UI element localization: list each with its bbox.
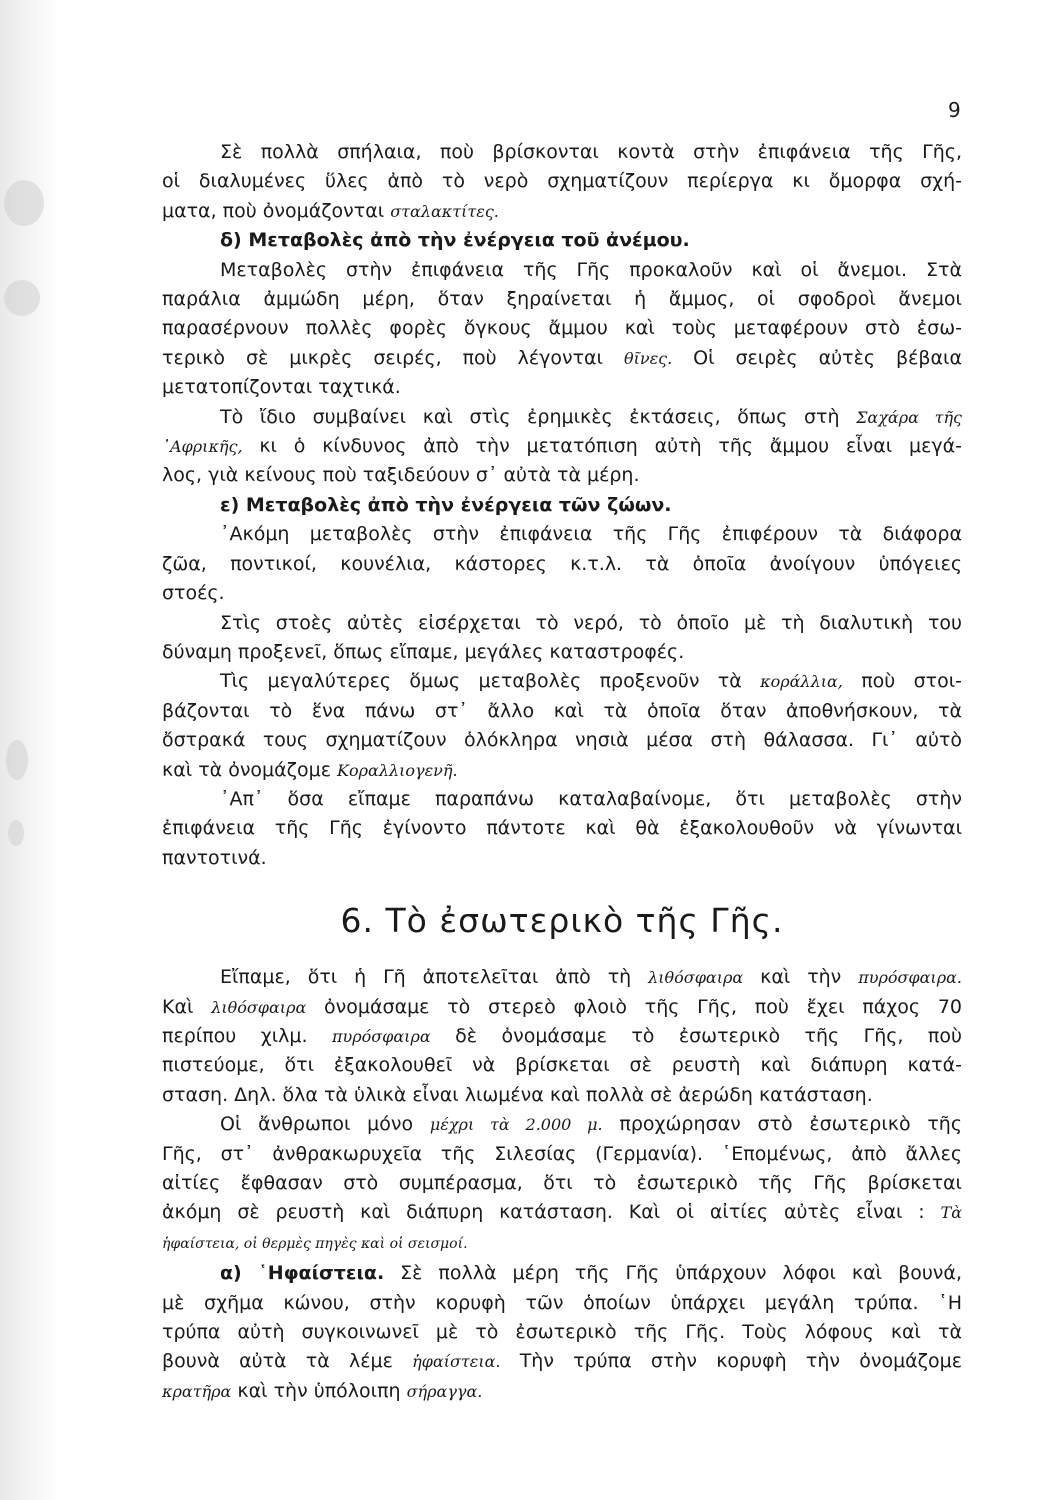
- text-line: παράλια ἀμμώδη μέρη, ὅταν ξηραίνεται ἡ ἄμμος, οἱ σφοδροὶ ἄνεμοι: [162, 288, 962, 311]
- text-line: Γῆς, στ᾿ ἀνθρακωρυχεῖα τῆς Σιλεσίας (Γερμανία). ῾Επομένως, ἀπὸ ἄλλες: [162, 1142, 962, 1165]
- text-line: κρατῆρα καὶ τὴν ὑπόλοιπη σήραγγα.: [162, 1379, 483, 1402]
- section-heading-e: ε) Μεταβολὲς ἀπὸ τὴν ἐνέργεια τῶν ζώων.: [220, 493, 672, 516]
- scan-spot: [8, 820, 24, 846]
- text-line: παντοτινά.: [162, 846, 267, 869]
- text-line: Τὸ ἴδιο συμβαίνει καὶ στὶς ἐρημικὲς ἐκτάσεις, ὅπως στὴ Σαχάρα τῆς: [220, 405, 962, 428]
- text-line: ματα, ποὺ ὀνομάζονται σταλακτίτες.: [162, 199, 499, 222]
- text-line: Στὶς στοὲς αὐτὲς εἰσέρχεται τὸ νερό, τὸ ὁποῖο μὲ τὴ διαλυτικὴ του: [220, 611, 962, 634]
- section-title: 6. Τὸ ἐσωτερικὸ τῆς Γῆς.: [340, 901, 784, 941]
- scan-spot: [4, 280, 40, 316]
- text-line: Σὲ πολλὰ σπήλαια, ποὺ βρίσκονται κοντὰ στὴν ἐπιφάνεια τῆς Γῆς,: [220, 141, 962, 163]
- text-line: περίπου χιλμ. πυρόσφαιρα δὲ ὀνομάσαμε τὸ ἐσωτερικὸ τῆς Γῆς, ποὺ: [162, 1024, 962, 1047]
- section-heading-d: δ) Μεταβολὲς ἀπὸ τὴν ἐνέργεια τοῦ ἀνέμου.: [220, 229, 690, 252]
- text-line: πιστεύομε, ὅτι ἐξακολουθεῖ νὰ βρίσκεται σὲ ρευστὴ καὶ διάπυρη κατά-: [162, 1054, 962, 1077]
- text-line: ἀκόμη σὲ ρευστὴ καὶ διάπυρη κατάσταση. Καὶ οἱ αἰτίες αὐτὲς εἶναι : Τὰ: [162, 1201, 962, 1224]
- text-line: στοές.: [162, 582, 225, 605]
- text-line: οἱ διαλυμένες ὕλες ἀπὸ τὸ νερὸ σχηματίζουν περίεργα κι ὄμορφα σχή-: [162, 170, 962, 193]
- text-line: βάζονται τὸ ἕνα πάνω στ᾿ ἄλλο καὶ τὰ ὁποῖα ὅταν ἀποθνήσκουν, τὰ: [162, 699, 962, 722]
- text-line: λος, γιὰ κείνους ποὺ ταξιδεύουν σ᾿ αὐτὰ τὰ μέρη.: [162, 464, 640, 487]
- text-line: Καὶ λιθόσφαιρα ὀνομάσαμε τὸ στερεὸ φλοιὸ τῆς Γῆς, ποὺ ἔχει πάχος 70: [162, 995, 962, 1018]
- text-line: Τὶς μεγαλύτερες ὅμως μεταβολὲς προξενοῦν τὰ κοράλλια, ποὺ στοι-: [220, 670, 962, 693]
- text-line: μὲ σχῆμα κώνου, στὴν κορυφὴ τῶν ὁποίων ὑπάρχει μεγάλη τρύπα. ῾Η: [162, 1291, 962, 1314]
- page-number: 9: [948, 98, 961, 122]
- text-line: καὶ τὰ ὀνομάζομε Κοραλλιογενῆ.: [162, 758, 458, 781]
- text-line: ὄστρακά τους σχηματίζουν ὁλόκληρα νησιὰ μέσα στὴ θάλασσα. Γι᾿ αὐτὸ: [162, 729, 962, 752]
- text-line: ἐπιφάνεια τῆς Γῆς ἐγίνοντο πάντοτε καὶ θὰ ἐξακολουθοῦν νὰ γίνωνται: [162, 817, 962, 840]
- text-line: σταση. Δηλ. ὅλα τὰ ὑλικὰ εἶναι λιωμένα καὶ πολλὰ σὲ ἀερώδη κατάσταση.: [162, 1083, 873, 1106]
- text-line: Μεταβολὲς στὴν ἐπιφάνεια τῆς Γῆς προκαλοῦν καὶ οἱ ἄνεμοι. Στὰ: [220, 258, 962, 281]
- text-line: δύναμη προξενεῖ, ὅπως εἴπαμε, μεγάλες καταστροφές.: [162, 640, 685, 663]
- text-line: ᾿Αφρικῆς, κι ὁ κίνδυνος ἀπὸ τὴν μετατόπιση αὐτὴ τῆς ἄμμου εἶναι μεγά-: [162, 435, 962, 458]
- text-line: ζῶα, ποντικοί, κουνέλια, κάστορες κ.τ.λ. τὰ ὁποῖα ἀνοίγουν ὑπόγειες: [162, 552, 962, 575]
- text-line: Εἴπαμε, ὅτι ἡ Γῆ ἀποτελεῖται ἀπὸ τὴ λιθόσφαιρα καὶ τὴν πυρόσφαιρα.: [220, 966, 962, 989]
- text-line: αἰτίες ἔφθασαν στὸ συμπέρασμα, ὅτι τὸ ἐσωτερικὸ τῆς Γῆς βρίσκεται: [162, 1172, 962, 1194]
- text-line: ᾿Απ᾿ ὅσα εἴπαμε παραπάνω καταλαβαίνομε, ὅτι μεταβολὲς στὴν: [220, 787, 962, 810]
- text-line: παρασέρνουν πολλὲς φορὲς ὄγκους ἄμμου καὶ τοὺς μεταφέρουν στὸ ἐσω-: [162, 317, 962, 340]
- text-line: Οἱ ἄνθρωποι μόνο μέχρι τὰ 2.000 μ. προχώρησαν στὸ ἐσωτερικὸ τῆς: [220, 1113, 962, 1136]
- text-line: τρύπα αὐτὴ συγκοινωνεῖ μὲ τὸ ἐσωτερικὸ τῆς Γῆς. Τοὺς λόφους καὶ τὰ: [162, 1321, 962, 1344]
- text-line: βουνὰ αὐτὰ τὰ λέμε ἡφαίστεια. Τὴν τρύπα στὴν κορυφὴ τὴν ὀνομάζομε: [162, 1350, 963, 1373]
- page-text: [162, 138, 962, 1406]
- text-line: ἡφαίστεια, οἱ θερμὲς πηγὲς καὶ οἱ σεισμοί.: [162, 1235, 468, 1252]
- text-line: ᾿Ακόμη μεταβολὲς στὴν ἐπιφάνεια τῆς Γῆς ἐπιφέρουν τὰ διάφορα: [220, 523, 962, 546]
- text-line: τερικὸ σὲ μικρὲς σειρές, ποὺ λέγονται θῖνες. Οἱ σειρὲς αὐτὲς βέβαια: [162, 346, 962, 369]
- text-line: μετατοπίζονται ταχτικά.: [162, 376, 401, 399]
- scan-spot: [4, 180, 44, 226]
- text-line: α) ῾Ηφαίστεια. Σὲ πολλὰ μέρη τῆς Γῆς ὑπάρχουν λόφοι καὶ βουνά,: [220, 1262, 962, 1285]
- scan-spot: [6, 740, 28, 780]
